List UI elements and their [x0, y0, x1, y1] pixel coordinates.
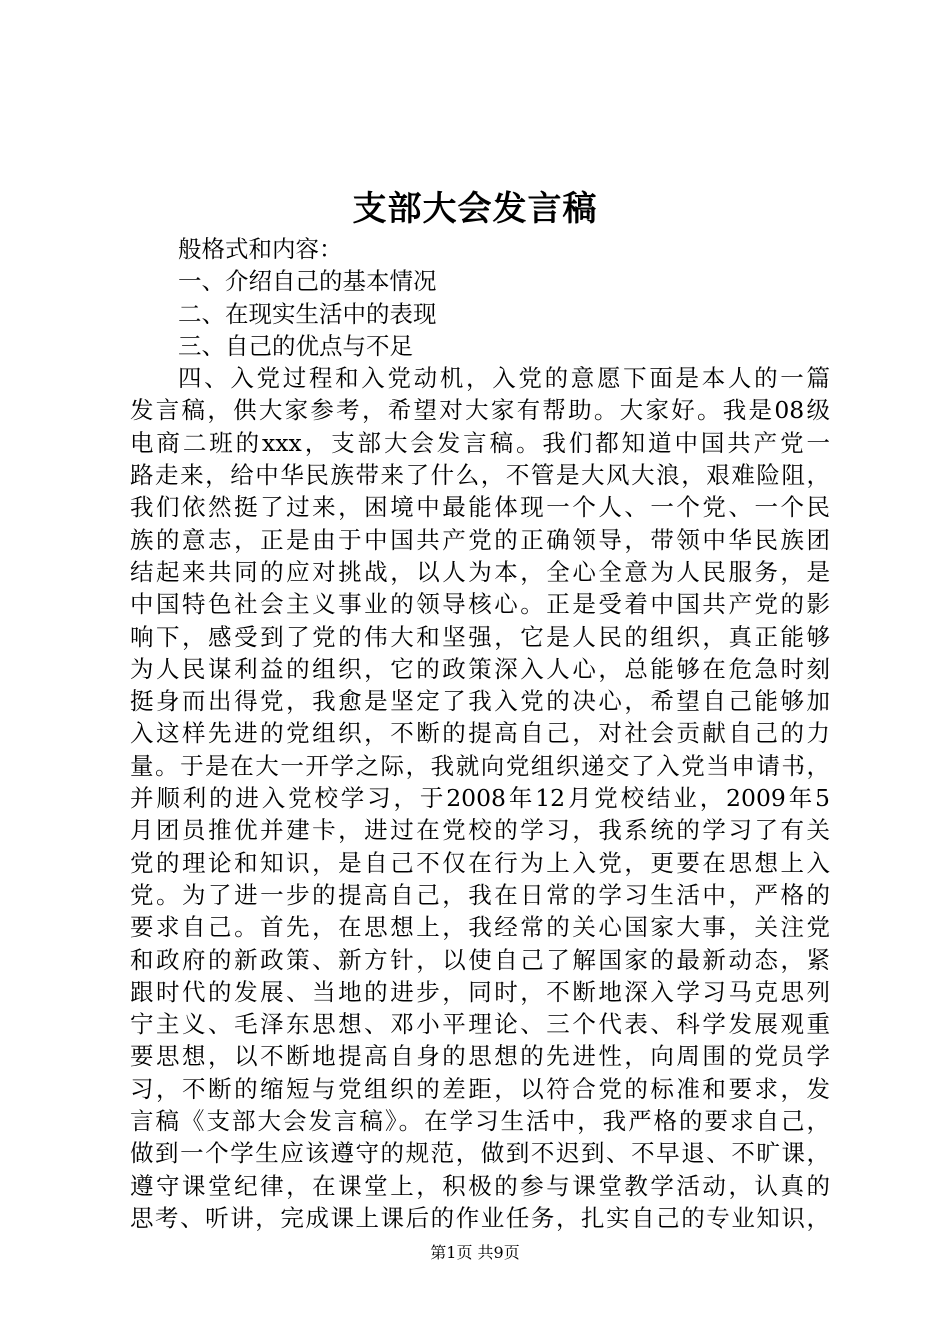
text-line: 挺身而出得党，我愈是坚定了我入党的决心，希望自己能够加 — [130, 687, 830, 716]
text-line: 发言稿，供大家参考，希望对大家有帮助。大家好。我是08级 — [130, 396, 830, 425]
text-line: 为人民谋利益的组织，它的政策深入人心，总能够在危急时刻 — [130, 654, 830, 683]
text-line: 月团员推优并建卡，进过在党校的学习，我系统的学习了有关 — [130, 816, 830, 845]
text-line: 言稿《支部大会发言稿》。在学习生活中，我严格的要求自己， — [130, 1107, 830, 1136]
text-line: 思考、听讲，完成课上课后的作业任务，扎实自己的专业知识， — [130, 1203, 830, 1232]
text-line: 响下，感受到了党的伟大和坚强，它是人民的组织，真正能够 — [130, 622, 830, 651]
document-title: 支部大会发言稿 — [352, 189, 598, 229]
text-line: 要思想，以不断地提高自身的思想的先进性，向周围的党员学 — [130, 1042, 830, 1071]
text-line: 做到一个学生应该遵守的规范，做到不迟到、不早退、不旷课， — [130, 1139, 830, 1168]
text-line: 三、自己的优点与不足 — [178, 331, 413, 360]
text-line: 党的理论和知识，是自己不仅在行为上入党，更要在思想上入 — [130, 848, 830, 877]
text-line: 宁主义、毛泽东思想、邓小平理论、三个代表、科学发展观重 — [130, 1010, 830, 1039]
text-line: 并顺利的进入党校学习，于2008年12月党校结业，2009年5 — [130, 784, 830, 813]
text-line: 一、介绍自己的基本情况 — [178, 267, 437, 296]
text-line: 党。为了进一步的提高自己，我在日常的学习生活中，严格的 — [130, 880, 830, 909]
text-line: 中国特色社会主义事业的领导核心。正是受着中国共产党的影 — [130, 590, 830, 619]
text-line: 二、在现实生活中的表现 — [178, 299, 437, 328]
text-line: 要求自己。首先，在思想上，我经常的关心国家大事，关注党 — [130, 913, 830, 942]
document-body — [130, 233, 830, 1234]
text-line: 族的意志，正是由于中国共产党的正确领导，带领中华民族团 — [130, 525, 830, 554]
text-line: 结起来共同的应对挑战，以人为本，全心全意为人民服务，是 — [130, 557, 830, 586]
text-line: 电商二班的xxx，支部大会发言稿。我们都知道中国共产党一 — [130, 428, 830, 457]
text-line: 般格式和内容： — [178, 235, 343, 263]
text-line: 路走来，给中华民族带来了什么，不管是大风大浪，艰难险阻， — [130, 461, 830, 490]
text-line: 习，不断的缩短与党组织的差距，以符合党的标准和要求，发 — [130, 1074, 830, 1103]
text-line: 和政府的新政策、新方针，以使自己了解国家的最新动态，紧 — [130, 945, 830, 974]
text-line: 我们依然挺了过来，困境中最能体现一个人、一个党、一个民 — [130, 493, 830, 522]
text-line: 量。于是在大一开学之际，我就向党组织递交了入党当申请书， — [130, 751, 830, 780]
page-number-footer: 第1页 共9页 — [430, 1243, 520, 1262]
text-line: 四、入党过程和入党动机，入党的意愿下面是本人的一篇 — [178, 364, 830, 393]
text-line: 跟时代的发展、当地的进步，同时，不断地深入学习马克思列 — [130, 977, 830, 1006]
text-line: 遵守课堂纪律，在课堂上，积极的参与课堂教学活动，认真的 — [130, 1171, 830, 1200]
text-line: 入这样先进的党组织，不断的提高自己，对社会贡献自己的力 — [130, 719, 830, 748]
